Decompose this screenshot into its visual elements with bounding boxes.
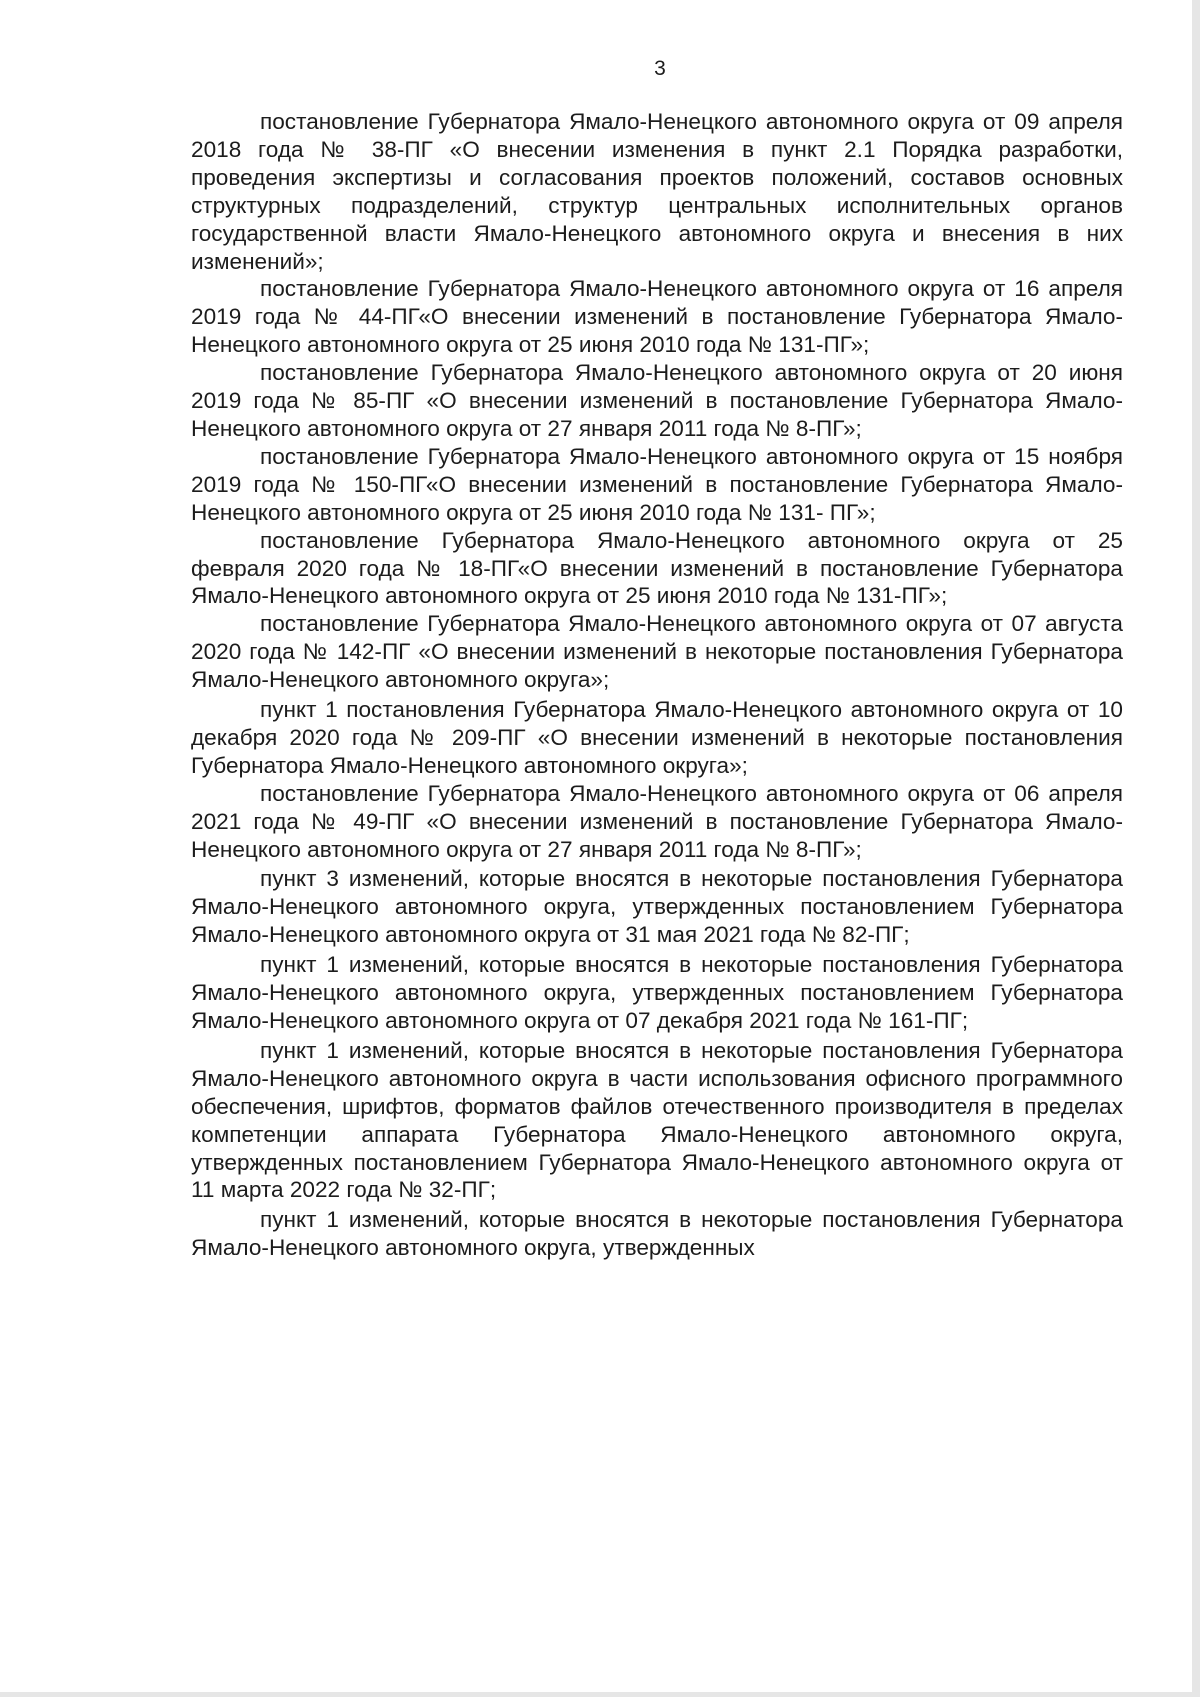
paragraph-decree-2022-32: пункт 1 изменений, которые вносятся в некоторые постановления Губернатора Ямало-Ненецкого автономного округа в части использования офисного программного обеспечения, шрифтов, форматов файлов отечественного производителя в пределах компетенции аппарата Губернатора Ямало-Ненецкого автономного округа, утвержденных постановлением Губернатора Ямало-Ненецкого автономного округа от 11 марта 2022 года № 32-ПГ; bbox=[191, 1037, 1123, 1203]
document-body bbox=[191, 108, 1123, 1262]
page-number: 3 bbox=[654, 57, 666, 80]
paragraph-decree-2019-44: постановление Губернатора Ямало-Ненецкого автономного округа от 16 апреля 2019 года № 44-ПГ«О внесении изменений в постановление Губернатора Ямало-Ненецкого автономного округа от 25 июня 2010 года № 131-ПГ»; bbox=[191, 276, 1123, 358]
paragraph-decree-2020-18: постановление Губернатора Ямало-Ненецкого автономного округа от 25 февраля 2020 года № 18-ПГ«О внесении изменений в постановление Губернатора Ямало-Ненецкого автономного округа от 25 июня 2010 года № 131-ПГ»; bbox=[191, 527, 1123, 609]
paragraph-decree-2018-38: постановление Губернатора Ямало-Ненецкого автономного округа от 09 апреля 2018 года № 38-ПГ «О внесении изменения в пункт 2.1 Порядка разработки, проведения экспертизы и согласования проектов положений, составов основных структурных подразделений, структур центральных исполнительных органов государственной власти Ямало-Ненецкого автономного округа и внесения в них изменений»; bbox=[191, 109, 1123, 274]
paragraph-decree-2021-49: постановление Губернатора Ямало-Ненецкого автономного округа от 06 апреля 2021 года № 49-ПГ «О внесении изменений в постановление Губернатора Ямало-Ненецкого автономного округа от 27 января 2011 года № 8-ПГ»; bbox=[191, 780, 1123, 862]
paragraph-decree-2021-161: пункт 1 изменений, которые вносятся в некоторые постановления Губернатора Ямало-Ненецкого автономного округа, утвержденных постановлением Губернатора Ямало-Ненецкого автономного округа от 07 декабря 2021 года № 161-ПГ; bbox=[191, 952, 1123, 1033]
scan-right-edge bbox=[1192, 0, 1200, 1697]
paragraph-decree-2020-142: постановление Губернатора Ямало-Ненецкого автономного округа от 07 августа 2020 года № 142-ПГ «О внесении изменений в некоторые постановления Губернатора Ямало-Ненецкого автономного округа»; bbox=[191, 611, 1123, 693]
paragraph-decree-2021-82: пункт 3 изменений, которые вносятся в некоторые постановления Губернатора Ямало-Ненецкого автономного округа, утвержденных постановлением Губернатора Ямало-Ненецкого автономного округа от 31 мая 2021 года № 82-ПГ; bbox=[191, 866, 1123, 948]
paragraph-amendments-continued: пункт 1 изменений, которые вносятся в некоторые постановления Губернатора Ямало-Ненецкого автономного округа, утвержденных bbox=[191, 1207, 1123, 1261]
scan-bottom-edge bbox=[0, 1692, 1200, 1697]
paragraph-decree-2019-85: постановление Губернатора Ямало-Ненецкого автономного округа от 20 июня 2019 года № 85-ПГ «О внесении изменений в постановление Губернатора Ямало-Ненецкого автономного округа от 27 января 2011 года № 8-ПГ»; bbox=[191, 360, 1123, 441]
paragraph-decree-2020-209: пункт 1 постановления Губернатора Ямало-Ненецкого автономного округа от 10 декабря 2020 года № 209-ПГ «О внесении изменений в некоторые постановления Губернатора Ямало-Ненецкого автономного округа»; bbox=[191, 697, 1123, 778]
paragraph-decree-2019-150: постановление Губернатора Ямало-Ненецкого автономного округа от 15 ноября 2019 года № 150-ПГ«О внесении изменений в постановление Губернатора Ямало-Ненецкого автономного округа от 25 июня 2010 года № 131- ПГ»; bbox=[191, 443, 1123, 525]
